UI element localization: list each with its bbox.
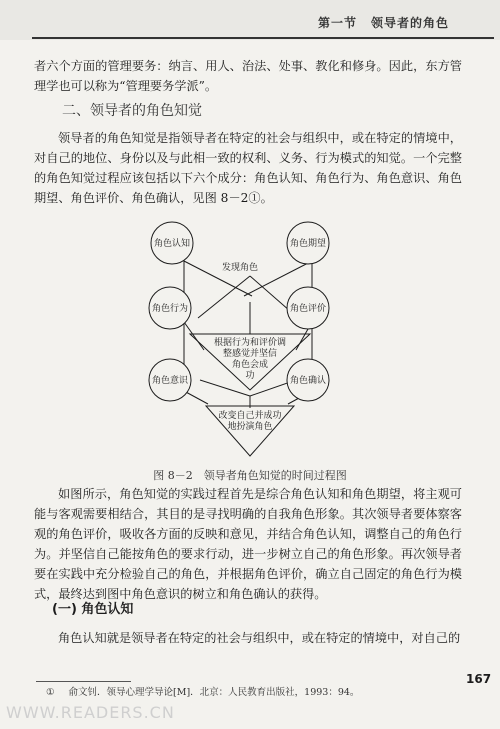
triangle-mid-line-2: 整感觉并坚信 (222, 349, 278, 359)
node-role-evaluation: 角色评价 (289, 304, 327, 314)
running-header (318, 14, 493, 36)
label-discover-role: 发现角色 (221, 263, 259, 273)
section-heading: 二、领导者的角色知觉 (62, 103, 202, 119)
footnote-mark: ① (46, 687, 55, 698)
paragraph-continuation: 者六个方面的管理要务：纳言、用人、治法、处事、教化和修身。因此，东方管理学也可以称为“管理要务学派”。 (34, 59, 462, 93)
footnote-rule (36, 681, 131, 682)
node-role-behavior: 角色行为 (151, 304, 189, 314)
triangle-mid-line-1: 根据行为和评价调 (213, 338, 287, 348)
triangle-mid-line-4: 功 (245, 371, 255, 381)
figure-caption: 图 8－2 领导者角色知觉的时间过程图 (153, 469, 347, 482)
triangle-bottom-line-1: 改变自己并成功 (218, 411, 282, 421)
node-role-expectation: 角色期望 (289, 239, 327, 249)
footnote-text: 俞文钊．领导心理学导论[M]．北京：人民教育出版社，1993：94。 (68, 687, 360, 698)
header-rule (32, 37, 494, 39)
triangle-bottom-line-2: 地扮演角色 (227, 422, 273, 432)
role-perception-diagram (140, 218, 365, 464)
node-role-cognition: 角色认知 (153, 239, 191, 249)
footnote (46, 684, 426, 698)
paragraph-explanation: 如图所示，角色知觉的实践过程首先是综合角色认知和角色期望，将主观可能与客观需要相结合，其目的是寻找明确的自我角色形象。其次领导者要体察客观的角色评价，吸收各方面的反映和意见，并结合角色认知，调整自己的角色行为。并坚信自己能按角色的要求行动，进一步树立自己的角色形象。再次领导者要在实践中充分检验自己的角色，并根据角色评价，确立自己固定的角色行为模式，最终达到图中角色意识的树立和角色确认的获得。 (34, 487, 462, 601)
page-number: 167 (466, 672, 492, 686)
triangle-mid-line-3: 角色会成 (231, 360, 269, 370)
header-title: 领导者的角色 (371, 16, 450, 30)
node-role-awareness: 角色意识 (151, 376, 189, 386)
paragraph-definition: 领导者的角色知觉是指领导者在特定的社会与组织中，或在特定的情境中，对自己的地位、身份以及与此相一致的权利、义务、行为模式的知觉。一个完整的角色知觉过程应该包括以下六个成分：角色认知、角色行为、角色意识、角色期望、角色评价、角色确认，见图 8－2①。 (34, 131, 462, 205)
paragraph-role-cognition: 角色认知就是领导者在特定的社会与组织中，或在特定的情境中，对自己的 (58, 631, 461, 645)
header-section: 第一节 (318, 16, 358, 30)
subsection-heading: (一) 角色认知 (52, 602, 134, 617)
watermark: WWW.READERS.CN (6, 703, 175, 722)
node-role-confirmation: 角色确认 (289, 376, 327, 386)
